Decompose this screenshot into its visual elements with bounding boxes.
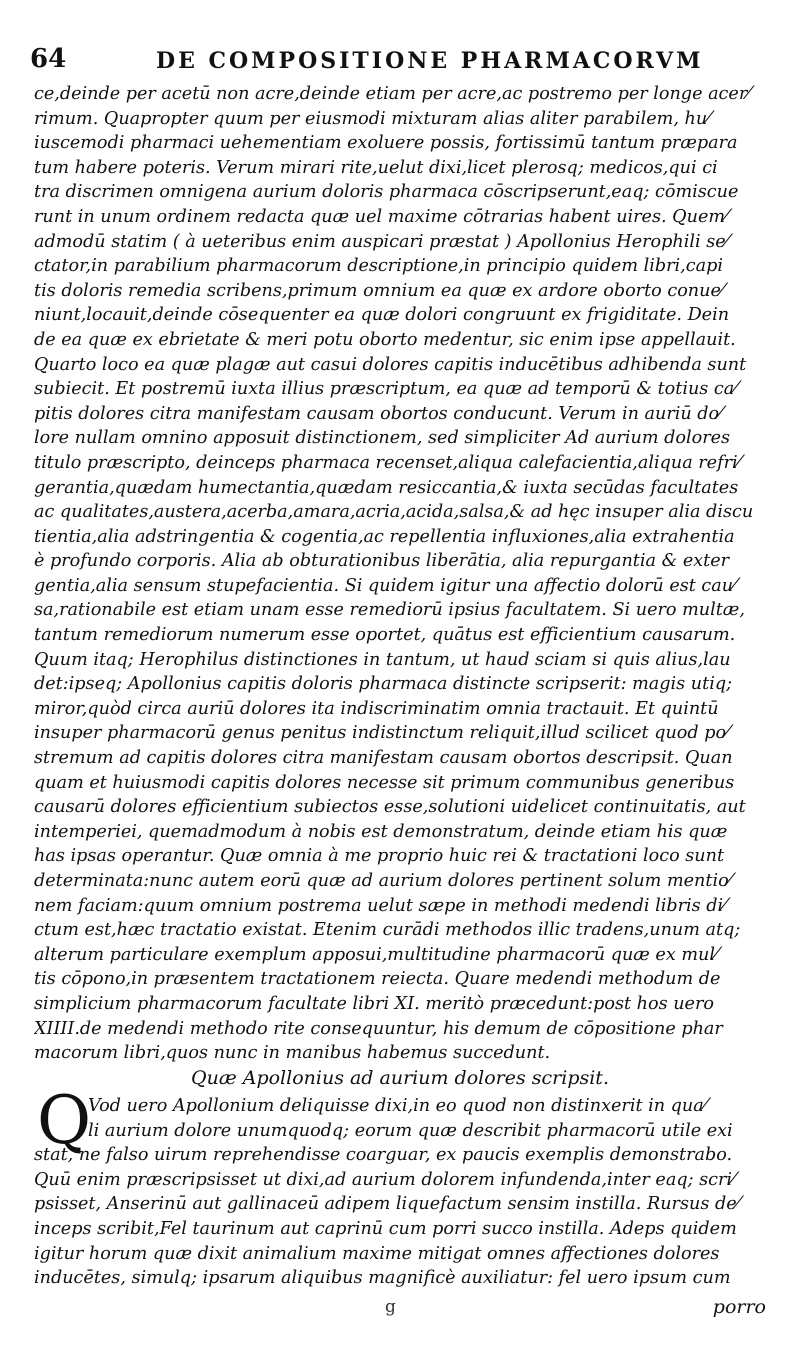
text-line: subiecit. Et postremū iuxta illius præscriptum, ea quæ ad temporū & totius ca⁄ (34, 379, 738, 400)
text-line: stat, ne falso uirum reprehendisse coarguar, ex paucis exemplis demonstrabo. (34, 1145, 733, 1166)
page-number: 64 (30, 44, 67, 74)
text-line: nem faciam:quum omnium postrema uelut sæpe in methodi medendi libris di⁄ (34, 895, 727, 916)
text-line: iuscemodi pharmaci uehementiam exoluere possis, fortissimū tantum præpara (34, 133, 738, 154)
text-line: psisset, Anserinū aut gallinaceū adipem liquefactum sensim instilla. Rursus de⁄ (34, 1194, 740, 1215)
drop-cap-initial: Q (36, 1082, 92, 1159)
text-line: gerantia,quædam humectantia,quædam resiccantia,& iuxta secūdas facultates (34, 477, 739, 498)
text-line: de ea quæ ex ebrietate & meri potu oborto medentur, sic enim ipse appellauit. (34, 329, 736, 350)
section-text (34, 1094, 774, 1291)
catchword: porro (712, 1296, 766, 1318)
text-line: tientia,alia adstringentia & cogentia,ac repellentia influxiones,alia extrahentia (34, 526, 735, 547)
signature-mark: g (385, 1297, 396, 1317)
text-line: tis cōpono,in præsentem tractationem reiecta. Quare medendi methodum de (34, 969, 721, 990)
text-line: niunt,locauit,deinde cōsequenter ea quæ dolori congruunt ex frigiditate. Dein (34, 305, 730, 326)
running-title: DE COMPOSITIONE PHARMACORVM (156, 48, 704, 74)
text-line: sa,rationabile est etiam unam esse remediorū ipsius facultatem. Si uero multæ, (34, 600, 745, 621)
text-line: intemperiei, quemadmodum à nobis est demonstratum, deinde etiam his quæ (34, 821, 728, 842)
text-line: simplicium pharmacorum facultate libri XI. meritò præcedunt:post hos uero (34, 993, 714, 1014)
text-line: è profundo corporis. Alia ab obturationibus liberātia, alia repurgantia & exter (34, 551, 730, 572)
text-line: XIIII.de medendi methodo rite consequuntur, his demum de cōpositione phar (34, 1018, 723, 1039)
text-line: titulo præscripto, deinceps pharmaca recenset,aliqua calefacientia,aliqua refri⁄ (34, 452, 741, 473)
text-line: has ipsas operantur. Quæ omnia à me proprio huic rei & tractationi loco sunt (34, 846, 725, 867)
page-header (30, 44, 775, 78)
text-line: ctator,in parabilium pharmacorum descriptione,in principio quidem libri,capi (34, 256, 723, 277)
text-line: tantum remediorum numerum esse oportet, quātus est efficientium causarum. (34, 625, 736, 646)
text-line: li aurium dolore unumquodq; eorum quæ describit pharmacorū utile exi (88, 1120, 733, 1141)
text-line: miror,quòd circa auriū dolores ita indiscriminatim omnia tractauit. Et quintū (34, 698, 719, 719)
text-line: insuper pharmacorū genus penitus indistinctum reliquit,illud scilicet quod po⁄ (34, 723, 730, 744)
text-line: ac qualitates,austera,acerba,amara,acria,acida,salsa,& ad hęc insuper alia discu (34, 502, 754, 523)
text-line: macorum libri,quos nunc in manibus habemus succedunt. (34, 1043, 551, 1064)
text-line: tum habere poteris. Verum mirari rite,uelut dixi,licet plerosq; medicos,qui ci (34, 157, 718, 178)
text-line: gentia,alia sensum stupefacientia. Si quidem igitur una affectio dolorū est cau⁄ (34, 575, 737, 596)
body-text (34, 82, 774, 1066)
text-line: runt in unum ordinem redacta quæ uel maxime cōtrarias habent uires. Quem⁄ (34, 206, 728, 227)
text-line: Quarto loco ea quæ plagæ aut casui dolores capitis inducētibus adhibenda sunt (34, 354, 747, 375)
text-line: Vod uero Apollonium deliquisse dixi,in eo quod non distinxerit in qua⁄ (88, 1096, 707, 1116)
text-line: alterum particulare exemplum apposui,multitudine pharmacorū quæ ex mul⁄ (34, 944, 718, 965)
text-line: determinata:nunc autem eorū quæ ad aurium dolores pertinent solum mentio⁄ (34, 871, 732, 891)
text-line: igitur horum quæ dixit animalium maxime mitigat omnes affectiones dolores (34, 1243, 720, 1264)
text-line: Quū enim præscripsisset ut dixi,ad aurium dolorem infundenda,inter eaq; scri⁄ (34, 1169, 735, 1190)
text-line: Quum itaq; Herophilus distinctiones in tantum, ut haud sciam si quis alius,lau (34, 649, 731, 670)
text-line: tra discrimen omnigena aurium doloris pharmaca cōscripserunt,eaq; cōmiscue (34, 182, 739, 203)
text-line: pitis dolores citra manifestam causam obortos conducunt. Verum in auriū do⁄ (34, 403, 723, 424)
text-line: det:ipseq; Apollonius capitis doloris pharmaca distincte scripserit: magis utiq; (34, 674, 733, 695)
text-line: stremum ad capitis dolores citra manifestam causam obortos descripsit. Quan (34, 748, 733, 769)
text-line: inducētes, simulq; ipsarum aliquibus magnificè auxiliatur: fel uero ipsum cum (34, 1268, 731, 1289)
text-line: inceps scribit,Fel taurinum aut caprinū cum porri succo instilla. Adeps quidem (34, 1218, 737, 1239)
text-line: quam et huiusmodi capitis dolores necesse sit primum communibus generibus (34, 772, 735, 793)
text-line: admodū statim ( à ueteribus enim auspicari præstat ) Apollonius Herophili se⁄ (34, 231, 729, 252)
text-line: ce,deinde per acetū non acre,deinde etiam per acre,ac postremo per longe acer⁄ (34, 84, 751, 104)
text-line: ctum est,hæc tractatio existat. Etenim curādi methodos illic tradens,unum atq; (34, 920, 741, 941)
text-line: rimum. Quapropter quum per eiusmodi mixturam alias aliter parabilem, hu⁄ (34, 108, 711, 129)
section-heading: Quæ Apollonius ad aurium dolores scripsit. (191, 1067, 609, 1089)
text-line: causarū dolores efficientium subiectos esse,solutioni uidelicet continuitatis, aut (34, 797, 746, 818)
text-line: tis doloris remedia scribens,primum omnium ea quæ ex ardore oborto conue⁄ (34, 280, 724, 301)
text-line: lore nullam omnino apposuit distinctionem, sed simpliciter Ad aurium dolores (34, 428, 731, 449)
